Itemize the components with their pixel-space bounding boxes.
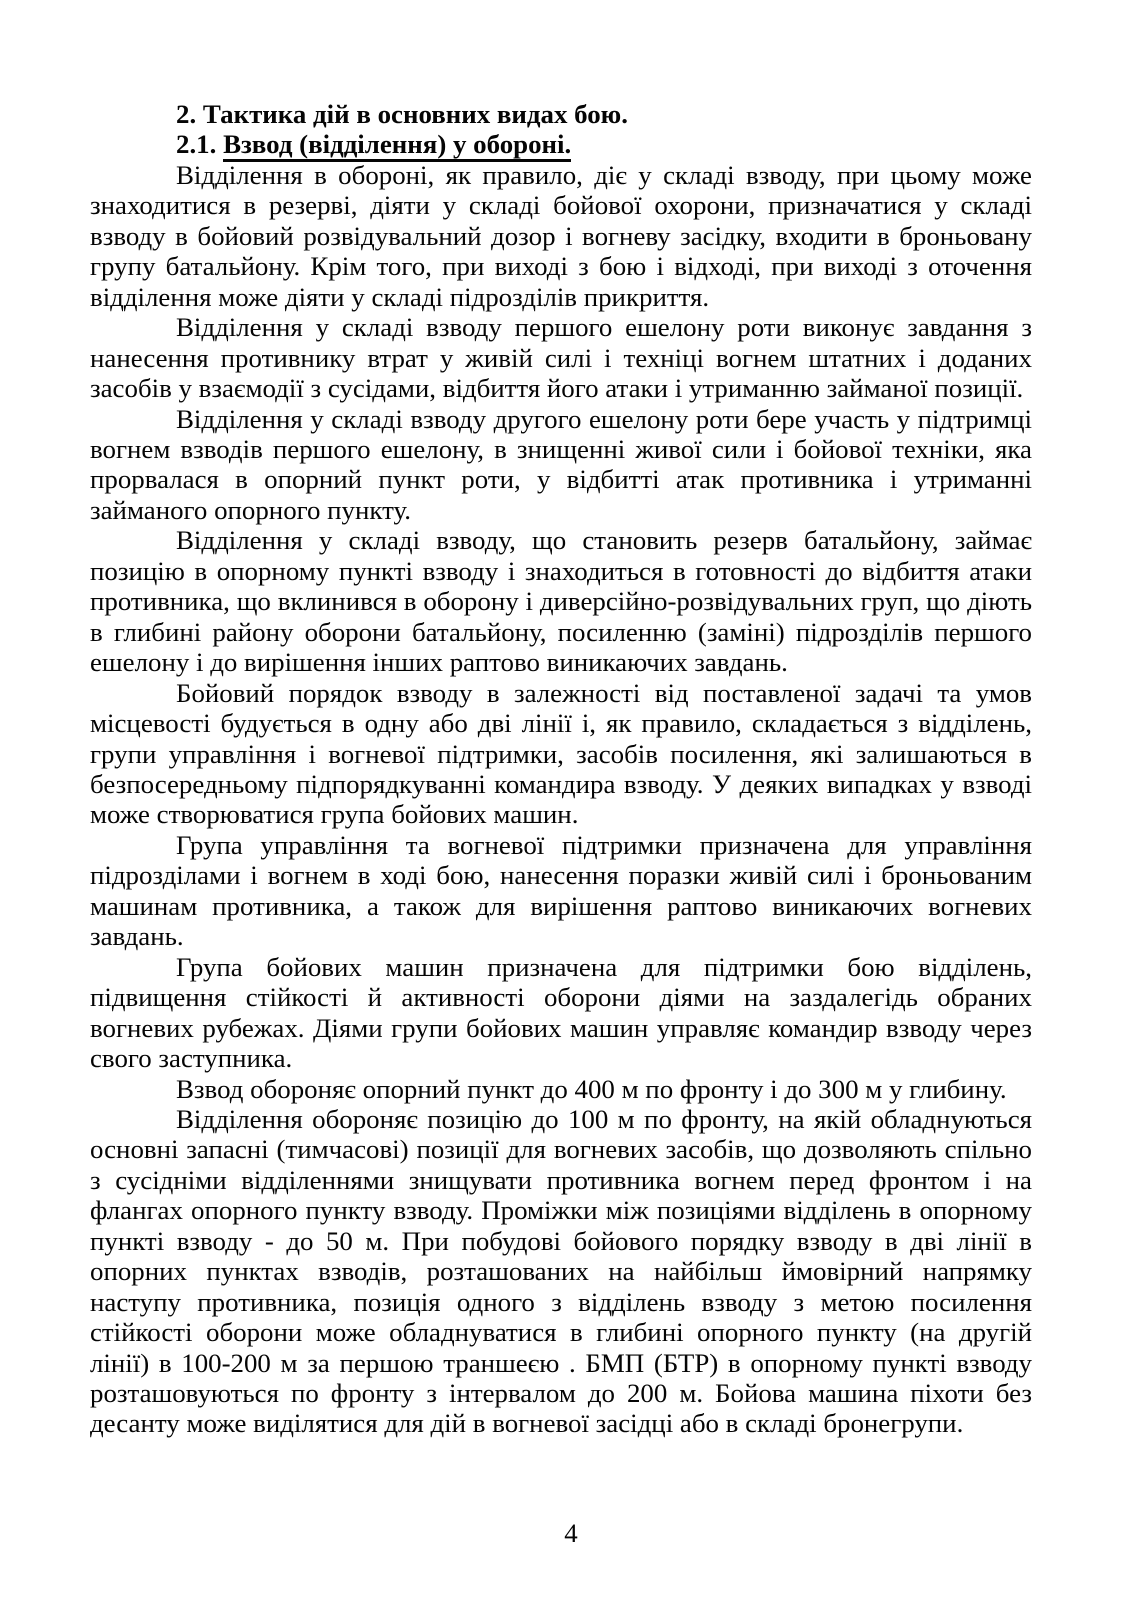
paragraph-7: Група бойових машин призначена для підтримки бою відділень, підвищення стійкості й активності оборони діями на заздалегідь обраних вогневих рубежах. Діями групи бойових машин управляє командир взводу через свого заступника.	[90, 951, 1032, 1074]
section-heading: 2. Тактика дій в основних видах бою.	[176, 99, 628, 129]
paragraph-2: Відділення у складі взводу першого ешелону роти виконує завдання з нанесення противнику втрат у живій силі і техніці вогнем штатних і доданих засобів у взаємодії з сусідами, відбиття його атаки і утриманню займаної позиції.	[90, 312, 1032, 404]
subsection-number: 2.1.	[176, 129, 224, 160]
subsection-title: Взвод (відділення) у обороні.	[223, 129, 571, 162]
subsection-heading	[90, 129, 1032, 159]
paragraph-3: Відділення у складі взводу другого ешелону роти бере участь у підтримці вогнем взводів першого ешелону, в знищенні живої сили і бойової техніки, яка прорвалася в опорний пункт роти, у відбитті атак противника і утриманні займаного опорного пункту.	[90, 403, 1032, 525]
paragraph-4: Відділення у складі взводу, що становить резерв батальйону, займає позицію в опорному пункті взводу і знаходиться в готовності до відбиття атаки противника, що вклинився в оборону і диверсійно-розвідувальних груп, що діють в глибині району оборони батальйону, посиленню (заміні) підрозділів першого ешелону і до вирішення інших раптово виникаючих завдань.	[90, 525, 1032, 678]
paragraph-8: Взвод обороняє опорний пункт до 400 м по фронту і до 300 м у глибину.	[176, 1073, 1007, 1104]
paragraph-6: Група управління та вогневої підтримки призначена для управління підрозділами і вогнем в ході бою, нанесення поразки живій силі і броньованим машинам противника, а також для вирішення раптово виникаючих вогневих завдань.	[90, 829, 1032, 952]
paragraph-9: Відділення обороняє позицію до 100 м по фронту, на якій обладнуються основні запасні (тимчасові) позиції для вогневих засобів, що дозволяють спільно з сусідніми відділеннями знищувати противника вогнем перед фронтом і на флангах опорного пункту взводу. Проміжки між позиціями відділень в опорному пункті взводу - до 50 м. При побудові бойового порядку взводу в дві лінії в опорних пунктах взводів, розташованих на найбільш ймовірний напрямку наступу противника, позиція одного з відділень взводу з метою посилення стійкості оборони може обладнуватися в глибині опорного пункту (на другій лінії) в 100-200 м за першою траншеєю . БМП (БТР) в опорному пункті взводу розташовуються по фронту з інтервалом до 200 м. Бойова машина піхоти без десанту може виділятися для дій в вогневої засідці або в складі бронегрупи.	[90, 1103, 1032, 1439]
paragraph-1: Відділення в обороні, як правило, діє у складі взводу, при цьому може знаходитися в резерві, діяти у складі бойової охорони, призначатися у складі взводу в бойовий розвідувальний дозор і вогневу засідку, входити в броньовану групу батальйону. Крім того, при виході з бою і відході, при виході з оточення відділення може діяти у складі підрозділів прикриття.	[90, 159, 1032, 312]
page-number: 4	[564, 1518, 578, 1548]
paragraph-5: Бойовий порядок взводу в залежності від поставленої задачі та умов місцевості будується в одну або дві лінії і, як правило, складається з відділень, групи управління і вогневої підтримки, засобів посилення, які залишаються в безпосередньому підпорядкуванні командира взводу. У деяких випадках у взводі може створюватися група бойових машин.	[90, 677, 1032, 830]
document-body	[90, 99, 1032, 1439]
